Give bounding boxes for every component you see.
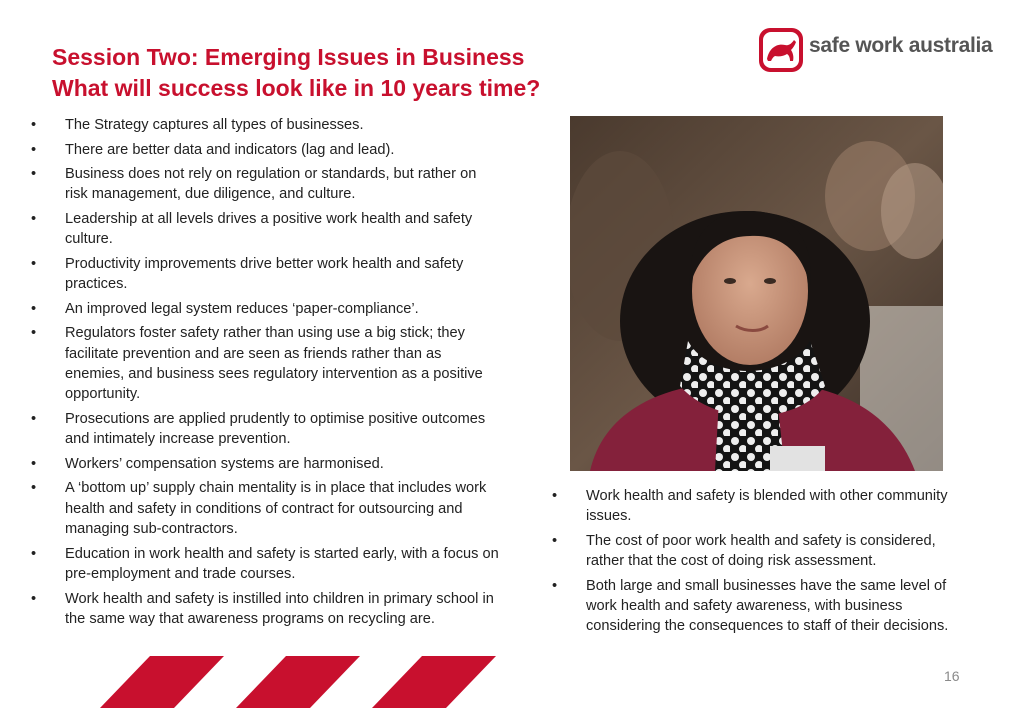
list-item: • The cost of poor work health and safety is considered, rather that the cost of doing risk assessment. [551,531,971,572]
stripe-3 [372,656,496,708]
kangaroo-emblem-icon [757,26,805,74]
decorative-stripes [100,654,530,708]
safe-work-australia-logo [757,26,997,74]
stripe-2 [236,656,360,708]
page-number: 16 [944,668,960,684]
list-item: • A ‘bottom up’ supply chain mentality is in place that includes work health and safety in conditions of contract for outsourcing and managing sub-contractors. [30,478,500,539]
list-item: • An improved legal system reduces ‘paper-compliance’. [30,299,500,319]
list-item: • Prosecutions are applied prudently to optimise positive outcomes and intimately increase prevention. [30,409,500,450]
list-item: • Education in work health and safety is started early, with a focus on pre-employment and trade courses. [30,544,500,585]
list-item: • The Strategy captures all types of businesses. [30,115,500,135]
list-item: • Leadership at all levels drives a positive work health and safety culture. [30,209,500,250]
woman-photo [570,116,943,471]
right-bullet-list [551,486,971,641]
list-item: • Productivity improvements drive better work health and safety practices. [30,254,500,295]
list-item: • Work health and safety is instilled into children in primary school in the same way that awareness programs on recycling are. [30,589,500,630]
title-line-1: Session Two: Emerging Issues in Business [52,44,525,70]
list-item: • Workers’ compensation systems are harmonised. [30,454,500,474]
slide-title [52,42,540,104]
photo-illustration [570,116,943,471]
left-bullet-list [30,115,500,633]
list-item: • Regulators foster safety rather than using use a big stick; they facilitate prevention and are seen as friends rather than as enemies, and business sees regulatory intervention as a positive opportunity. [30,323,500,404]
list-item: • Work health and safety is blended with other community issues. [551,486,971,527]
list-item: • Business does not rely on regulation or standards, but rather on risk management, due diligence, and culture. [30,164,500,205]
list-item: • Both large and small businesses have the same level of work health and safety awareness, with business considering the consequences to staff of their decisions. [551,576,971,637]
title-line-2: What will success look like in 10 years time? [52,75,541,101]
logo-wordmark: safe work australia [809,34,993,57]
list-item: • There are better data and indicators (lag and lead). [30,140,500,160]
stripe-1 [100,656,224,708]
